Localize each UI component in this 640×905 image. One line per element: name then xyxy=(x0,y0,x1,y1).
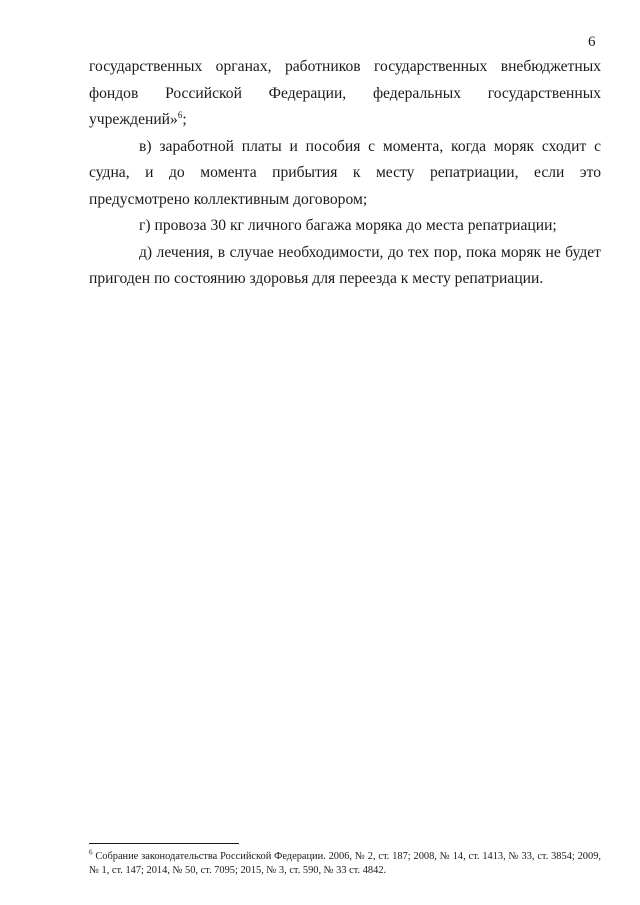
footnote-reference: 6 xyxy=(177,109,183,120)
footnote xyxy=(89,850,601,878)
paragraph-item-v: в) заработной платы и пособия с момента, когда моряк сходит с судна, и до момента прибытия к месту репатриации, если это предусмотрено коллективным договором; xyxy=(89,137,601,208)
footnote-separator xyxy=(89,843,239,844)
paragraph-item-d: д) лечения, в случае необходимости, до тех пор, пока моряк не будет пригоден по состоянию здоровья для переезда к месту репатриации. xyxy=(89,243,601,287)
document-body xyxy=(89,54,601,293)
paragraph-item-g: г) провоза 30 кг личного багажа моряка до места репатриации; xyxy=(139,217,557,234)
footnote-marker: 6 xyxy=(89,848,93,857)
paragraph-continuation xyxy=(89,54,601,134)
footnote-text: Собрание законодательства Российской Федерации. 2006, № 2, ст. 187; 2008, № 14, ст. 1413, № 33, ст. 3854; 2009, № 1, ст. 147; 2014, № 50, ст. 7095; 2015, № 3, ст. 590, № 33 ст. 4842. xyxy=(89,851,601,876)
paragraph-continuation-text: государственных органах, работников государственных внебюджетных фондов Российской Федерации, федеральных государственных учреждений» xyxy=(89,58,601,128)
paragraph-continuation-tail: ; xyxy=(182,111,187,128)
page-number: 6 xyxy=(588,34,596,50)
